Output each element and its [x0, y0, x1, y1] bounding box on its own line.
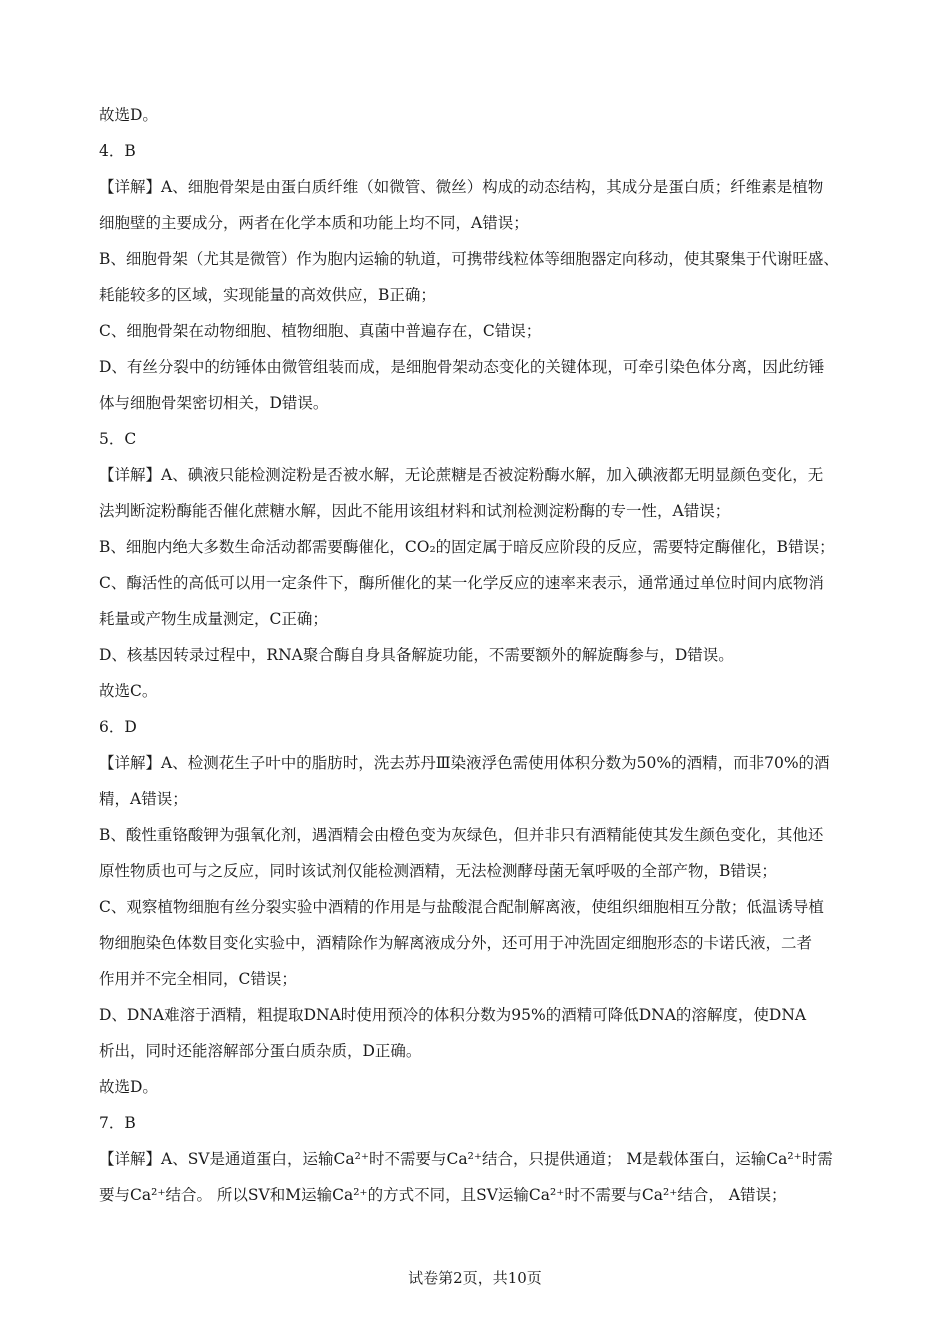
- text-line: 【详解】A、碘液只能检测淀粉是否被水解，无论蔗糖是否被淀粉酶水解，加入碘液都无明显颜色变化，无: [99, 466, 824, 484]
- question-number: 6．D: [99, 718, 137, 736]
- text-line: 故选D。: [99, 1078, 158, 1096]
- text-line: B、酸性重铬酸钾为强氧化剂，遇酒精会由橙色变为灰绿色，但并非只有酒精能使其发生颜色变化，其他还: [99, 826, 824, 844]
- text-line: C、细胞骨架在动物细胞、植物细胞、真菌中普遍存在，C错误；: [99, 322, 542, 340]
- text-line: 【详解】A、细胞骨架是由蛋白质纤维（如微管、微丝）构成的动态结构，其成分是蛋白质；纤维素是植物: [99, 178, 824, 196]
- text-line: 故选C。: [99, 682, 158, 700]
- text-line: 精，A错误；: [99, 790, 188, 808]
- text-line: 析出，同时还能溶解部分蛋白质杂质，D正确。: [99, 1042, 422, 1060]
- text-line: 要与Ca²⁺结合。 所以SV和M运输Ca²⁺的方式不同，且SV运输Ca²⁺时不需要与Ca²⁺结合， A错误；: [99, 1186, 787, 1204]
- text-line: B、细胞骨架（尤其是微管）作为胞内运输的轨道，可携带线粒体等细胞器定向移动，使其聚集于代谢旺盛、: [99, 250, 839, 268]
- page-content: [99, 97, 854, 1213]
- text-line: 【详解】A、检测花生子叶中的脂肪时，洗去苏丹Ⅲ染液浮色需使用体积分数为50%的酒精，而非70%的酒: [99, 754, 830, 772]
- text-line: 法判断淀粉酶能否催化蔗糖水解，因此不能用该组材料和试剂检测淀粉酶的专一性，A错误；: [99, 502, 731, 520]
- text-line: 耗能较多的区域，实现能量的高效供应，B正确；: [99, 286, 436, 304]
- page-footer: 试卷第2页，共10页: [408, 1269, 542, 1287]
- text-line: C、酶活性的高低可以用一定条件下，酶所催化的某一化学反应的速率来表示，通常通过单位时间内底物消: [99, 574, 824, 592]
- text-line: 细胞壁的主要成分，两者在化学本质和功能上均不同，A错误；: [99, 214, 529, 232]
- text-line: 体与细胞骨架密切相关，D错误。: [99, 394, 329, 412]
- question-number: 7．B: [99, 1114, 136, 1132]
- text-line: D、有丝分裂中的纺锤体由微管组装而成，是细胞骨架动态变化的关键体现，可牵引染色体分离，因此纺锤: [99, 358, 825, 376]
- text-line: 【详解】A、SV是通道蛋白，运输Ca²⁺时不需要与Ca²⁺结合，只提供通道； M是载体蛋白，运输Ca²⁺时需: [99, 1150, 833, 1168]
- text-line: 作用并不完全相同，C错误；: [99, 970, 297, 988]
- text-line: B、细胞内绝大多数生命活动都需要酶催化，CO₂的固定属于暗反应阶段的反应，需要特定酶催化，B错误；: [99, 538, 835, 556]
- text-line: D、DNA难溶于酒精，粗提取DNA时使用预冷的体积分数为95%的酒精可降低DNA的溶解度，使DNA: [99, 1006, 807, 1024]
- text-line: 物细胞染色体数目变化实验中，酒精除作为解离液成分外，还可用于冲洗固定细胞形态的卡诺氏液，二者: [99, 934, 813, 952]
- text-line: C、观察植物细胞有丝分裂实验中酒精的作用是与盐酸混合配制解离液，使组织细胞相互分散；低温诱导植: [99, 898, 824, 916]
- question-number: 4．B: [99, 142, 136, 160]
- question-number: 5．C: [99, 430, 137, 448]
- text-line: 原性物质也可与之反应，同时该试剂仅能检测酒精，无法检测酵母菌无氧呼吸的全部产物，B错误；: [99, 862, 777, 880]
- text-line: D、核基因转录过程中，RNA聚合酶自身具备解旋功能，不需要额外的解旋酶参与，D错误。: [99, 646, 734, 664]
- text-line: 耗量或产物生成量测定，C正确；: [99, 610, 328, 628]
- text-line: 故选D。: [99, 106, 158, 124]
